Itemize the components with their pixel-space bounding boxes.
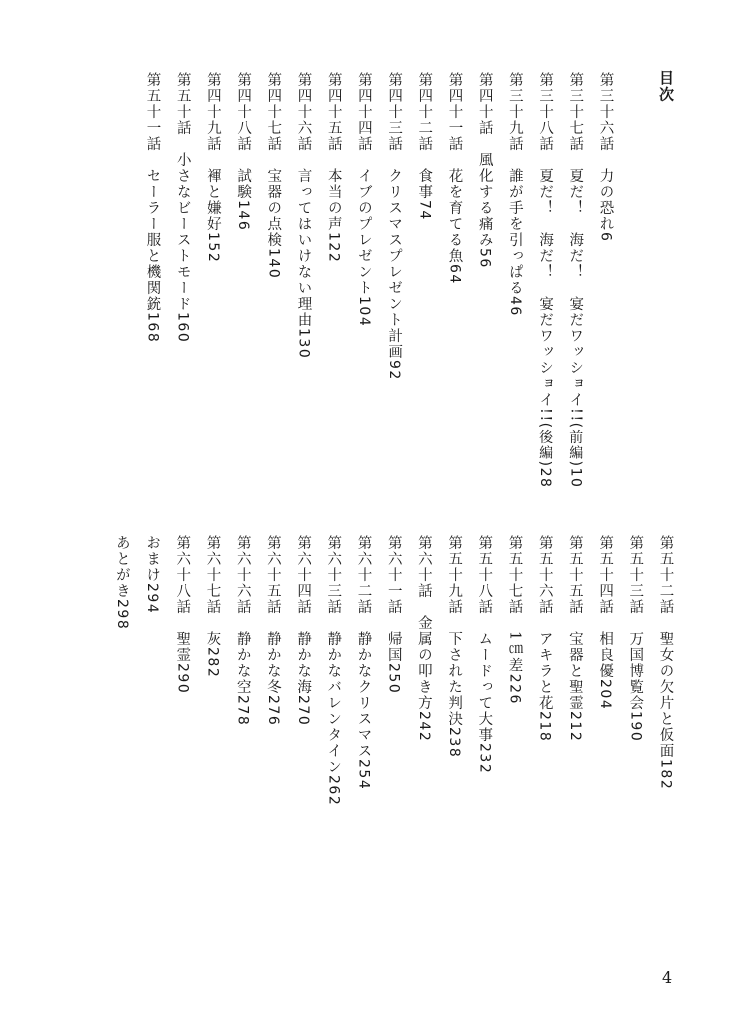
toc-entry[interactable] bbox=[477, 72, 492, 269]
toc-chapter-title: 静かな空 bbox=[234, 631, 251, 695]
toc-chapter-number: 第五十八話 bbox=[476, 535, 493, 615]
toc-chapter-title: セーラー服と機関銃 bbox=[144, 168, 161, 312]
toc-page-number: 276 bbox=[264, 695, 281, 727]
toc-chapter-title: 本当の声 bbox=[325, 168, 342, 232]
toc-chapter-number: 第六十一話 bbox=[385, 535, 402, 615]
toc-page-number: 204 bbox=[597, 679, 614, 711]
toc-page-number: 242 bbox=[415, 711, 432, 743]
toc-chapter-number: 第六十四話 bbox=[295, 535, 312, 615]
toc-entry[interactable] bbox=[175, 72, 190, 343]
toc-page-number: 226 bbox=[506, 673, 523, 705]
toc-chapter-title: 風化する痛み bbox=[476, 152, 493, 248]
toc-chapter-title: 静かなクリスマス bbox=[355, 631, 372, 759]
toc-entry[interactable] bbox=[145, 72, 160, 343]
toc-page-number: 140 bbox=[265, 248, 282, 280]
toc-entry[interactable] bbox=[205, 535, 220, 678]
toc-chapter-title: 小さなビーストモード bbox=[174, 152, 191, 312]
toc-chapter-number: 第四十九話 bbox=[204, 72, 221, 152]
toc-chapter-number: 第四十話 bbox=[476, 72, 493, 136]
toc-entry[interactable] bbox=[265, 535, 280, 726]
toc-chapter-title: 言ってはいけない理由 bbox=[295, 168, 312, 328]
toc-chapter-title: 宝器と聖霊 bbox=[566, 631, 583, 711]
toc-chapter-title: 万国博覧会 bbox=[627, 631, 644, 711]
toc-chapter-number: 第四十七話 bbox=[265, 72, 282, 152]
toc-chapter-number: 第四十四話 bbox=[355, 72, 372, 152]
toc-chapter-title: 聖霊 bbox=[174, 631, 191, 663]
toc-chapter-title: 静かな海 bbox=[295, 631, 312, 695]
toc-chapter-number: 第四十五話 bbox=[325, 72, 342, 152]
toc-chapter-number: 第四十二話 bbox=[416, 72, 433, 152]
toc-page-number: 146 bbox=[235, 200, 252, 232]
toc-chapter-title: 灰 bbox=[204, 631, 221, 647]
toc-chapter-number: 第五十五話 bbox=[566, 535, 583, 615]
toc-entry[interactable] bbox=[537, 535, 552, 742]
toc-chapter-title: 食事 bbox=[416, 168, 433, 200]
toc-chapter-number: 第四十八話 bbox=[235, 72, 252, 152]
toc-chapter-title: 花を育てる魚 bbox=[446, 168, 463, 264]
toc-chapter-number: 第四十三話 bbox=[386, 72, 403, 152]
toc-chapter-number: 第四十六話 bbox=[295, 72, 312, 152]
toc-entry[interactable] bbox=[538, 72, 553, 488]
toc-chapter-title: 金属の叩き方 bbox=[415, 615, 432, 711]
toc-chapter-number: 第五十七話 bbox=[506, 535, 523, 615]
toc-chapter-number: 第六十二話 bbox=[355, 535, 372, 615]
toc-chapter-number: 第五十六話 bbox=[536, 535, 553, 615]
toc-entry[interactable] bbox=[145, 535, 160, 614]
toc-chapter-number: 第六十話 bbox=[415, 535, 432, 599]
toc-chapter-title: アキラと花 bbox=[536, 631, 553, 711]
toc-chapter-title: イブのプレゼント bbox=[355, 168, 372, 296]
toc-page-number: 254 bbox=[355, 759, 372, 791]
toc-page-number: 64 bbox=[446, 264, 463, 285]
toc-entry[interactable] bbox=[447, 72, 462, 285]
toc-chapter-title: 褌と嫌好 bbox=[204, 168, 221, 232]
toc-page-number: 6 bbox=[597, 232, 614, 243]
toc-page-number: 168 bbox=[144, 312, 161, 344]
toc-page-number: 262 bbox=[325, 775, 342, 807]
toc-chapter-title: 下された判決 bbox=[446, 631, 463, 727]
toc-entry[interactable] bbox=[296, 535, 311, 726]
toc-entry[interactable] bbox=[416, 535, 431, 742]
toc-page-number: 92 bbox=[386, 360, 403, 381]
toc-chapter-number: 第三十六話 bbox=[597, 72, 614, 152]
toc-page-number: 190 bbox=[627, 711, 644, 743]
toc-page-number: 218 bbox=[536, 711, 553, 743]
toc-chapter-number: 第三十七話 bbox=[567, 72, 584, 152]
toc-chapter-number: 第六十三話 bbox=[325, 535, 342, 615]
toc-entry[interactable] bbox=[114, 535, 129, 630]
toc-page-number: 238 bbox=[446, 727, 463, 759]
toc-chapter-title: 宝器の点検 bbox=[265, 168, 282, 248]
toc-entry[interactable] bbox=[356, 72, 371, 327]
toc-page-number: 250 bbox=[385, 663, 402, 695]
toc-chapter-title: 誰が手を引っぱる bbox=[506, 168, 523, 296]
toc-chapter-title: あとがき bbox=[113, 535, 130, 599]
toc-page-number: (後編)28 bbox=[537, 422, 554, 489]
toc-entry[interactable] bbox=[386, 535, 401, 694]
toc-entry[interactable] bbox=[326, 72, 341, 263]
toc-entry[interactable] bbox=[658, 535, 673, 790]
toc-chapter-title: 1㎝差 bbox=[506, 631, 523, 674]
toc-entry[interactable] bbox=[205, 72, 220, 263]
toc-page-number: 182 bbox=[657, 759, 674, 791]
toc-chapter-title: 試験 bbox=[235, 168, 252, 200]
toc-entry[interactable] bbox=[567, 535, 582, 742]
toc-chapter-title: ムードって大事 bbox=[476, 631, 493, 743]
toc-entry[interactable] bbox=[477, 535, 492, 774]
toc-chapter-title: おまけ bbox=[144, 535, 161, 583]
toc-page-number: 298 bbox=[113, 599, 130, 631]
toc-chapter-number: 第五十二話 bbox=[657, 535, 674, 615]
toc-chapter-number: 第四十一話 bbox=[446, 72, 463, 152]
toc-chapter-title: 静かな冬 bbox=[264, 631, 281, 695]
toc-chapter-number: 第五十一話 bbox=[144, 72, 161, 152]
toc-page-number: 294 bbox=[144, 583, 161, 615]
toc-entry[interactable] bbox=[326, 535, 341, 806]
toc-chapter-title: 相良優 bbox=[597, 631, 614, 679]
toc-page-number: 212 bbox=[566, 711, 583, 743]
toc-entry[interactable] bbox=[598, 535, 613, 710]
toc-page-number: 74 bbox=[416, 200, 433, 221]
toc-chapter-title: 静かなバレンタイン bbox=[325, 631, 342, 775]
toc-chapter-title: 夏だ！ 海だ！ 宴だワッショイ!! bbox=[537, 168, 554, 423]
toc-chapter-title: クリスマスプレゼント計画 bbox=[386, 168, 403, 360]
toc-chapter-number: 第六十八話 bbox=[174, 535, 191, 615]
toc-heading: 目次 bbox=[657, 70, 675, 103]
toc-entry[interactable] bbox=[417, 72, 432, 221]
toc-entry[interactable] bbox=[296, 72, 311, 359]
toc-entry[interactable] bbox=[235, 535, 250, 726]
toc-entry[interactable] bbox=[447, 535, 462, 758]
toc-entry[interactable] bbox=[236, 72, 251, 231]
toc-page-number: (前編)10 bbox=[567, 422, 584, 489]
toc-page-number: 130 bbox=[295, 328, 312, 360]
toc-chapter-title: 帰国 bbox=[385, 631, 402, 663]
toc-page-number: 152 bbox=[204, 232, 221, 264]
toc-chapter-title: 聖女の欠片と仮面 bbox=[657, 631, 674, 759]
toc-page-number: 282 bbox=[204, 647, 221, 679]
toc-page-number: 104 bbox=[355, 296, 372, 328]
toc-entry[interactable] bbox=[266, 72, 281, 279]
toc-entry[interactable] bbox=[507, 72, 522, 317]
toc-page-number: 122 bbox=[325, 232, 342, 264]
toc-chapter-title: 夏だ！ 海だ！ 宴だワッショイ!! bbox=[567, 168, 584, 423]
toc-chapter-number: 第五十九話 bbox=[446, 535, 463, 615]
toc-chapter-number: 第五十三話 bbox=[627, 535, 644, 615]
toc-entry[interactable] bbox=[356, 535, 371, 790]
toc-chapter-number: 第五十話 bbox=[174, 72, 191, 136]
toc-chapter-number: 第五十四話 bbox=[597, 535, 614, 615]
toc-page-number: 160 bbox=[174, 312, 191, 344]
toc-page-number: 232 bbox=[476, 743, 493, 775]
toc-page-number: 46 bbox=[506, 296, 523, 317]
toc-page-number: 278 bbox=[234, 695, 251, 727]
toc-entry[interactable] bbox=[628, 535, 643, 742]
toc-entry[interactable] bbox=[175, 535, 190, 694]
toc-page-number: 56 bbox=[476, 248, 493, 269]
toc-entry[interactable] bbox=[568, 72, 583, 488]
toc-page-number: 270 bbox=[295, 695, 312, 727]
toc-chapter-number: 第六十六話 bbox=[234, 535, 251, 615]
toc-chapter-number: 第三十八話 bbox=[537, 72, 554, 152]
toc-chapter-title: 力の恐れ bbox=[597, 168, 614, 232]
toc-page-number: 290 bbox=[174, 663, 191, 695]
page-number: 4 bbox=[662, 968, 673, 987]
toc-chapter-number: 第六十七話 bbox=[204, 535, 221, 615]
toc-entry[interactable] bbox=[507, 535, 522, 705]
toc-entry[interactable] bbox=[598, 72, 613, 242]
toc-chapter-number: 第三十九話 bbox=[506, 72, 523, 152]
toc-chapter-number: 第六十五話 bbox=[264, 535, 281, 615]
toc-entry[interactable] bbox=[387, 72, 402, 381]
